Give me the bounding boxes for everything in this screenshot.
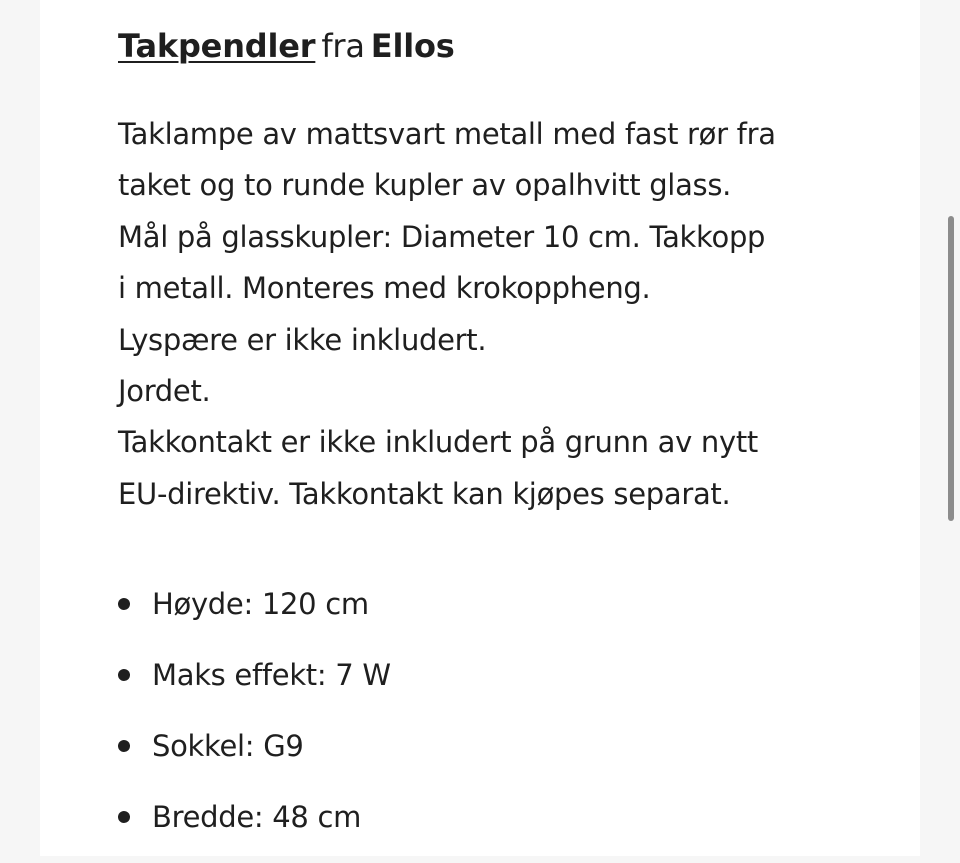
brand-link[interactable]: Ellos [370, 27, 455, 65]
product-description [118, 109, 776, 520]
spec-item-socket [118, 721, 391, 792]
bullet-icon [118, 740, 130, 752]
description-line: Mål på glasskupler: Diameter 10 cm. Takkopp [118, 219, 766, 254]
from-word: fra [321, 27, 365, 65]
spec-text: Sokkel: G9 [152, 729, 304, 763]
scrollbar-thumb[interactable] [948, 216, 954, 521]
description-line: Jordet. [118, 374, 211, 409]
product-description-card [40, 0, 920, 856]
description-line: Lyspære er ikke inkludert. [118, 322, 487, 357]
spec-item-height [118, 579, 391, 650]
description-line: Taklampe av mattsvart metall med fast rør fra [118, 117, 776, 151]
bullet-icon [118, 811, 130, 823]
product-heading [118, 22, 455, 70]
bullet-icon [118, 598, 130, 610]
spec-text: Bredde: 48 cm [152, 800, 362, 834]
description-line: Takkontakt er ikke inkludert på grunn av nytt [118, 425, 758, 460]
bullet-icon [118, 669, 130, 681]
spec-item-width [118, 792, 391, 863]
spec-text: Maks effekt: 7 W [152, 658, 391, 692]
description-line: EU-direktiv. Takkontakt kan kjøpes separat. [118, 476, 731, 511]
spec-list [118, 579, 391, 863]
spec-item-max-power [118, 650, 391, 721]
description-line: taket og to runde kupler av opalhvitt glass. [118, 168, 732, 203]
category-link[interactable]: Takpendler [118, 27, 316, 65]
spec-text: Høyde: 120 cm [152, 587, 369, 621]
description-line: i metall. Monteres med krokoppheng. [118, 271, 651, 306]
